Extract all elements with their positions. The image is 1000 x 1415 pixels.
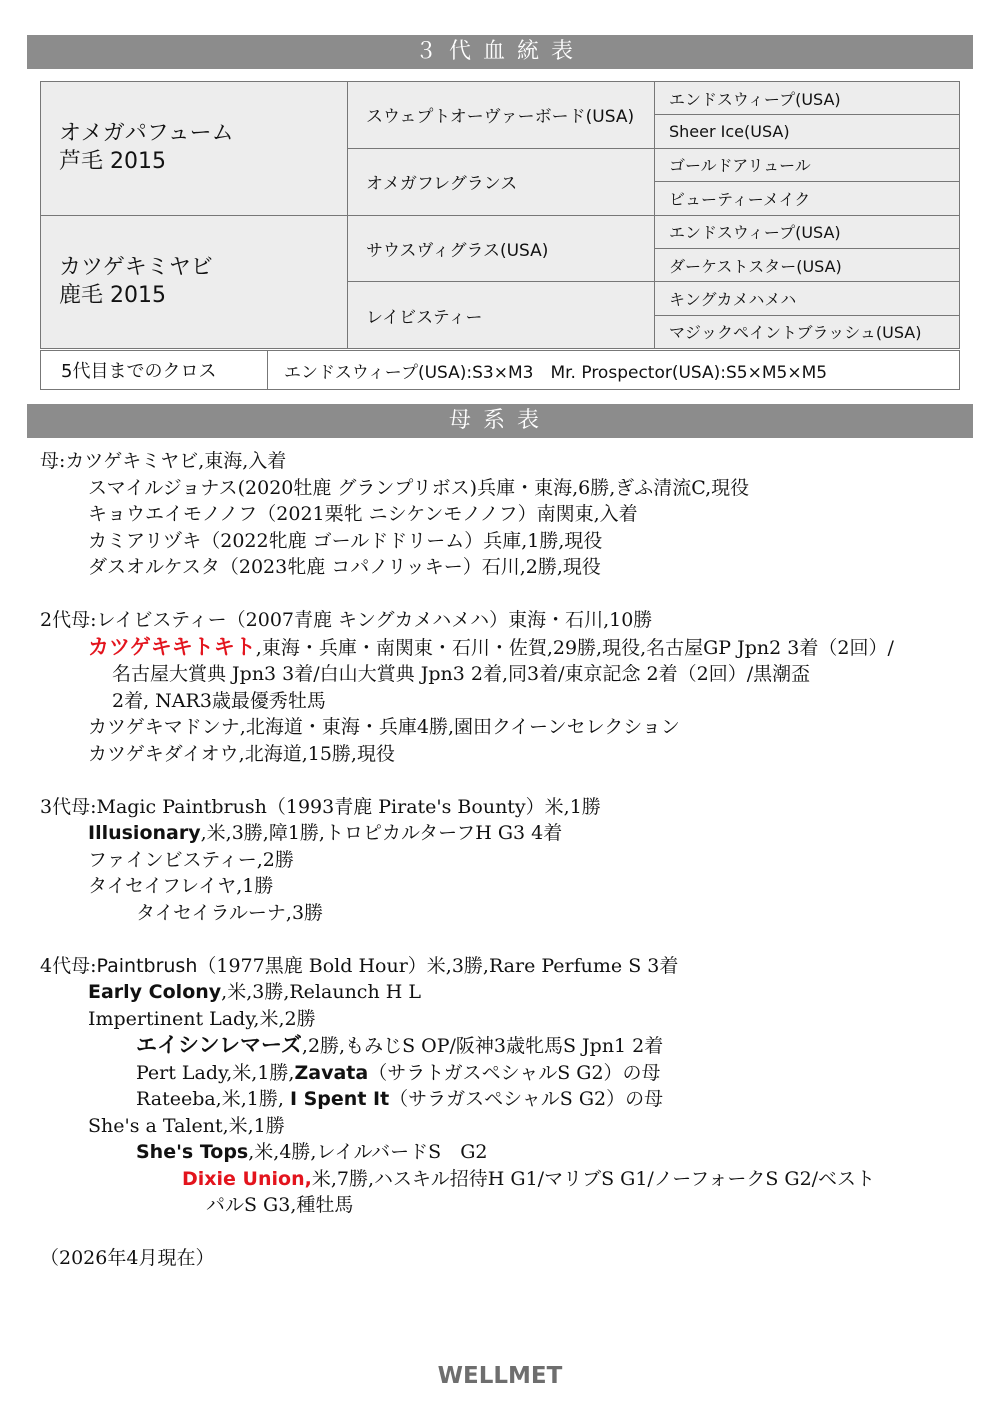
family-header: 母系表 (27, 404, 973, 438)
sire-name: オメガパフューム (59, 121, 234, 147)
third-dam-offspring: ファインビスティー,2勝 (88, 848, 294, 871)
third-dam-grand: タイセイラルーナ,3勝 (136, 901, 324, 924)
third-dam-line: 3代母:Magic Paintbrush（1993青鹿 Pirate's Bounty）米,1勝 (40, 795, 601, 818)
dam-name: カツゲキミヤビ (59, 254, 213, 280)
star-horse-name: カツゲキキトキト (88, 634, 256, 659)
gen3-1: エンドスウィープ(USA) (655, 82, 960, 115)
fourth-dam-grand: エイシンレマーズ,2勝,もみじS OP/阪神3歳牝馬S Jpn1 2着 (136, 1033, 664, 1057)
fourth-dam-grand: Rateeba,米,1勝, I Spent It（サラガスペシャルS G2）の母 (136, 1088, 664, 1110)
inbreeding-cross-table (40, 350, 960, 390)
dam-cell (41, 215, 348, 349)
dam-offspring: ダスオルケスタ（2023牝鹿 コパノリッキー）石川,2勝,現役 (88, 556, 601, 578)
dam-offspring: スマイルジョナス(2020牡鹿 グランプリボス)兵庫・東海,6勝,ぎふ清流C,現役 (88, 476, 750, 499)
gen3-4: ビューティーメイク (655, 182, 960, 215)
fourth-dam-offspring: Impertinent Lady,米,2勝 (88, 1007, 316, 1030)
pedigree-header: ３代血統表 (27, 35, 973, 69)
fourth-dam-offspring: She's a Talent,米,1勝 (88, 1114, 285, 1137)
fourth-dam-grand: Pert Lady,米,1勝,Zavata（サラトガスペシャルS G2）の母 (136, 1061, 661, 1084)
fourth-dam-grand: She's Tops,米,4勝,レイルバードS G2 (136, 1141, 488, 1163)
fourth-dam-line: 4代母:Paintbrush（1977黒鹿 Bold Hour）米,3勝,Rare Perfume S 3着 (40, 954, 679, 977)
star-horse-name: Illusionary (88, 822, 201, 844)
gen3-5: エンドスウィープ(USA) (655, 215, 960, 248)
second-dam-line: 2代母:レイビスティー（2007青鹿 キングカメハメハ）東海・石川,10勝 (40, 609, 653, 631)
sire-dam: オメガフレグランス (348, 148, 655, 215)
third-dam-offspring: タイセイフレイヤ,1勝 (88, 875, 274, 897)
dam-line: 母:カツゲキミヤビ,東海,入着 (40, 450, 287, 472)
second-dam-star-cont: 2着, NAR3歳最優秀牡馬 (112, 689, 326, 712)
second-dam-star-cont: 名古屋大賞典 Jpn3 3着/白山大賞典 Jpn3 2着,同3着/東京記念 2着（2回）/黒潮盃 (112, 663, 811, 685)
dam-sire: サウスヴィグラス(USA) (348, 215, 655, 282)
dam-offspring: カミアリヅキ（2022牝鹿 ゴールドドリーム）兵庫,1勝,現役 (88, 529, 603, 552)
fourth-dam-great-grand-cont: パルS G3,種牡馬 (206, 1194, 354, 1216)
gen3-2: Sheer Ice(USA) (655, 115, 960, 148)
gen3-7: キングカメハメハ (655, 282, 960, 315)
pedigree-table (40, 81, 960, 349)
sire-sire: スウェプトオーヴァーボード(USA) (348, 82, 655, 149)
dam-info: 鹿毛 2015 (59, 282, 166, 308)
gen3-3: ゴールドアリュール (655, 148, 960, 181)
cross-label: 5代目までのクロス (41, 351, 268, 390)
family-tree (40, 448, 962, 1272)
fourth-dam-great-grand: Dixie Union,米,7勝,ハスキル招待H G1/マリブS G1/ノーフォークS G2/ベスト (182, 1167, 876, 1190)
sire-info: 芦毛 2015 (59, 149, 166, 175)
cross-value: エンドスウィープ(USA):S3×M3 Mr. Prospector(USA):S5×M5×M5 (268, 351, 960, 390)
as-of-date: （2026年4月現在） (40, 1247, 215, 1269)
gen3-6: ダーケストスター(USA) (655, 248, 960, 281)
second-dam-star: カツゲキキトキト,東海・兵庫・南関東・石川・佐賀,29勝,現役,名古屋GP Jpn2 3着（2回）/ (88, 634, 894, 659)
gen3-8: マジックペイントブラッシュ(USA) (655, 315, 960, 348)
second-dam-offspring: カツゲキマドンナ,北海道・東海・兵庫4勝,園田クイーンセレクション (88, 716, 680, 738)
wellmet-logo: WELLMET (437, 1363, 563, 1389)
dam-offspring: キョウエイモノノフ（2021栗牝 ニシケンモノノフ）南関東,入着 (88, 503, 638, 525)
sire-cell (41, 82, 348, 216)
fourth-dam-offspring: Early Colony,米,3勝,Relaunch H L (88, 981, 421, 1003)
third-dam-star: Illusionary,米,3勝,障1勝,トロピカルターフH G3 4着 (88, 822, 563, 844)
dam-dam: レイビスティー (348, 282, 655, 349)
second-dam-offspring: カツゲキダイオウ,北海道,15勝,現役 (88, 742, 395, 765)
